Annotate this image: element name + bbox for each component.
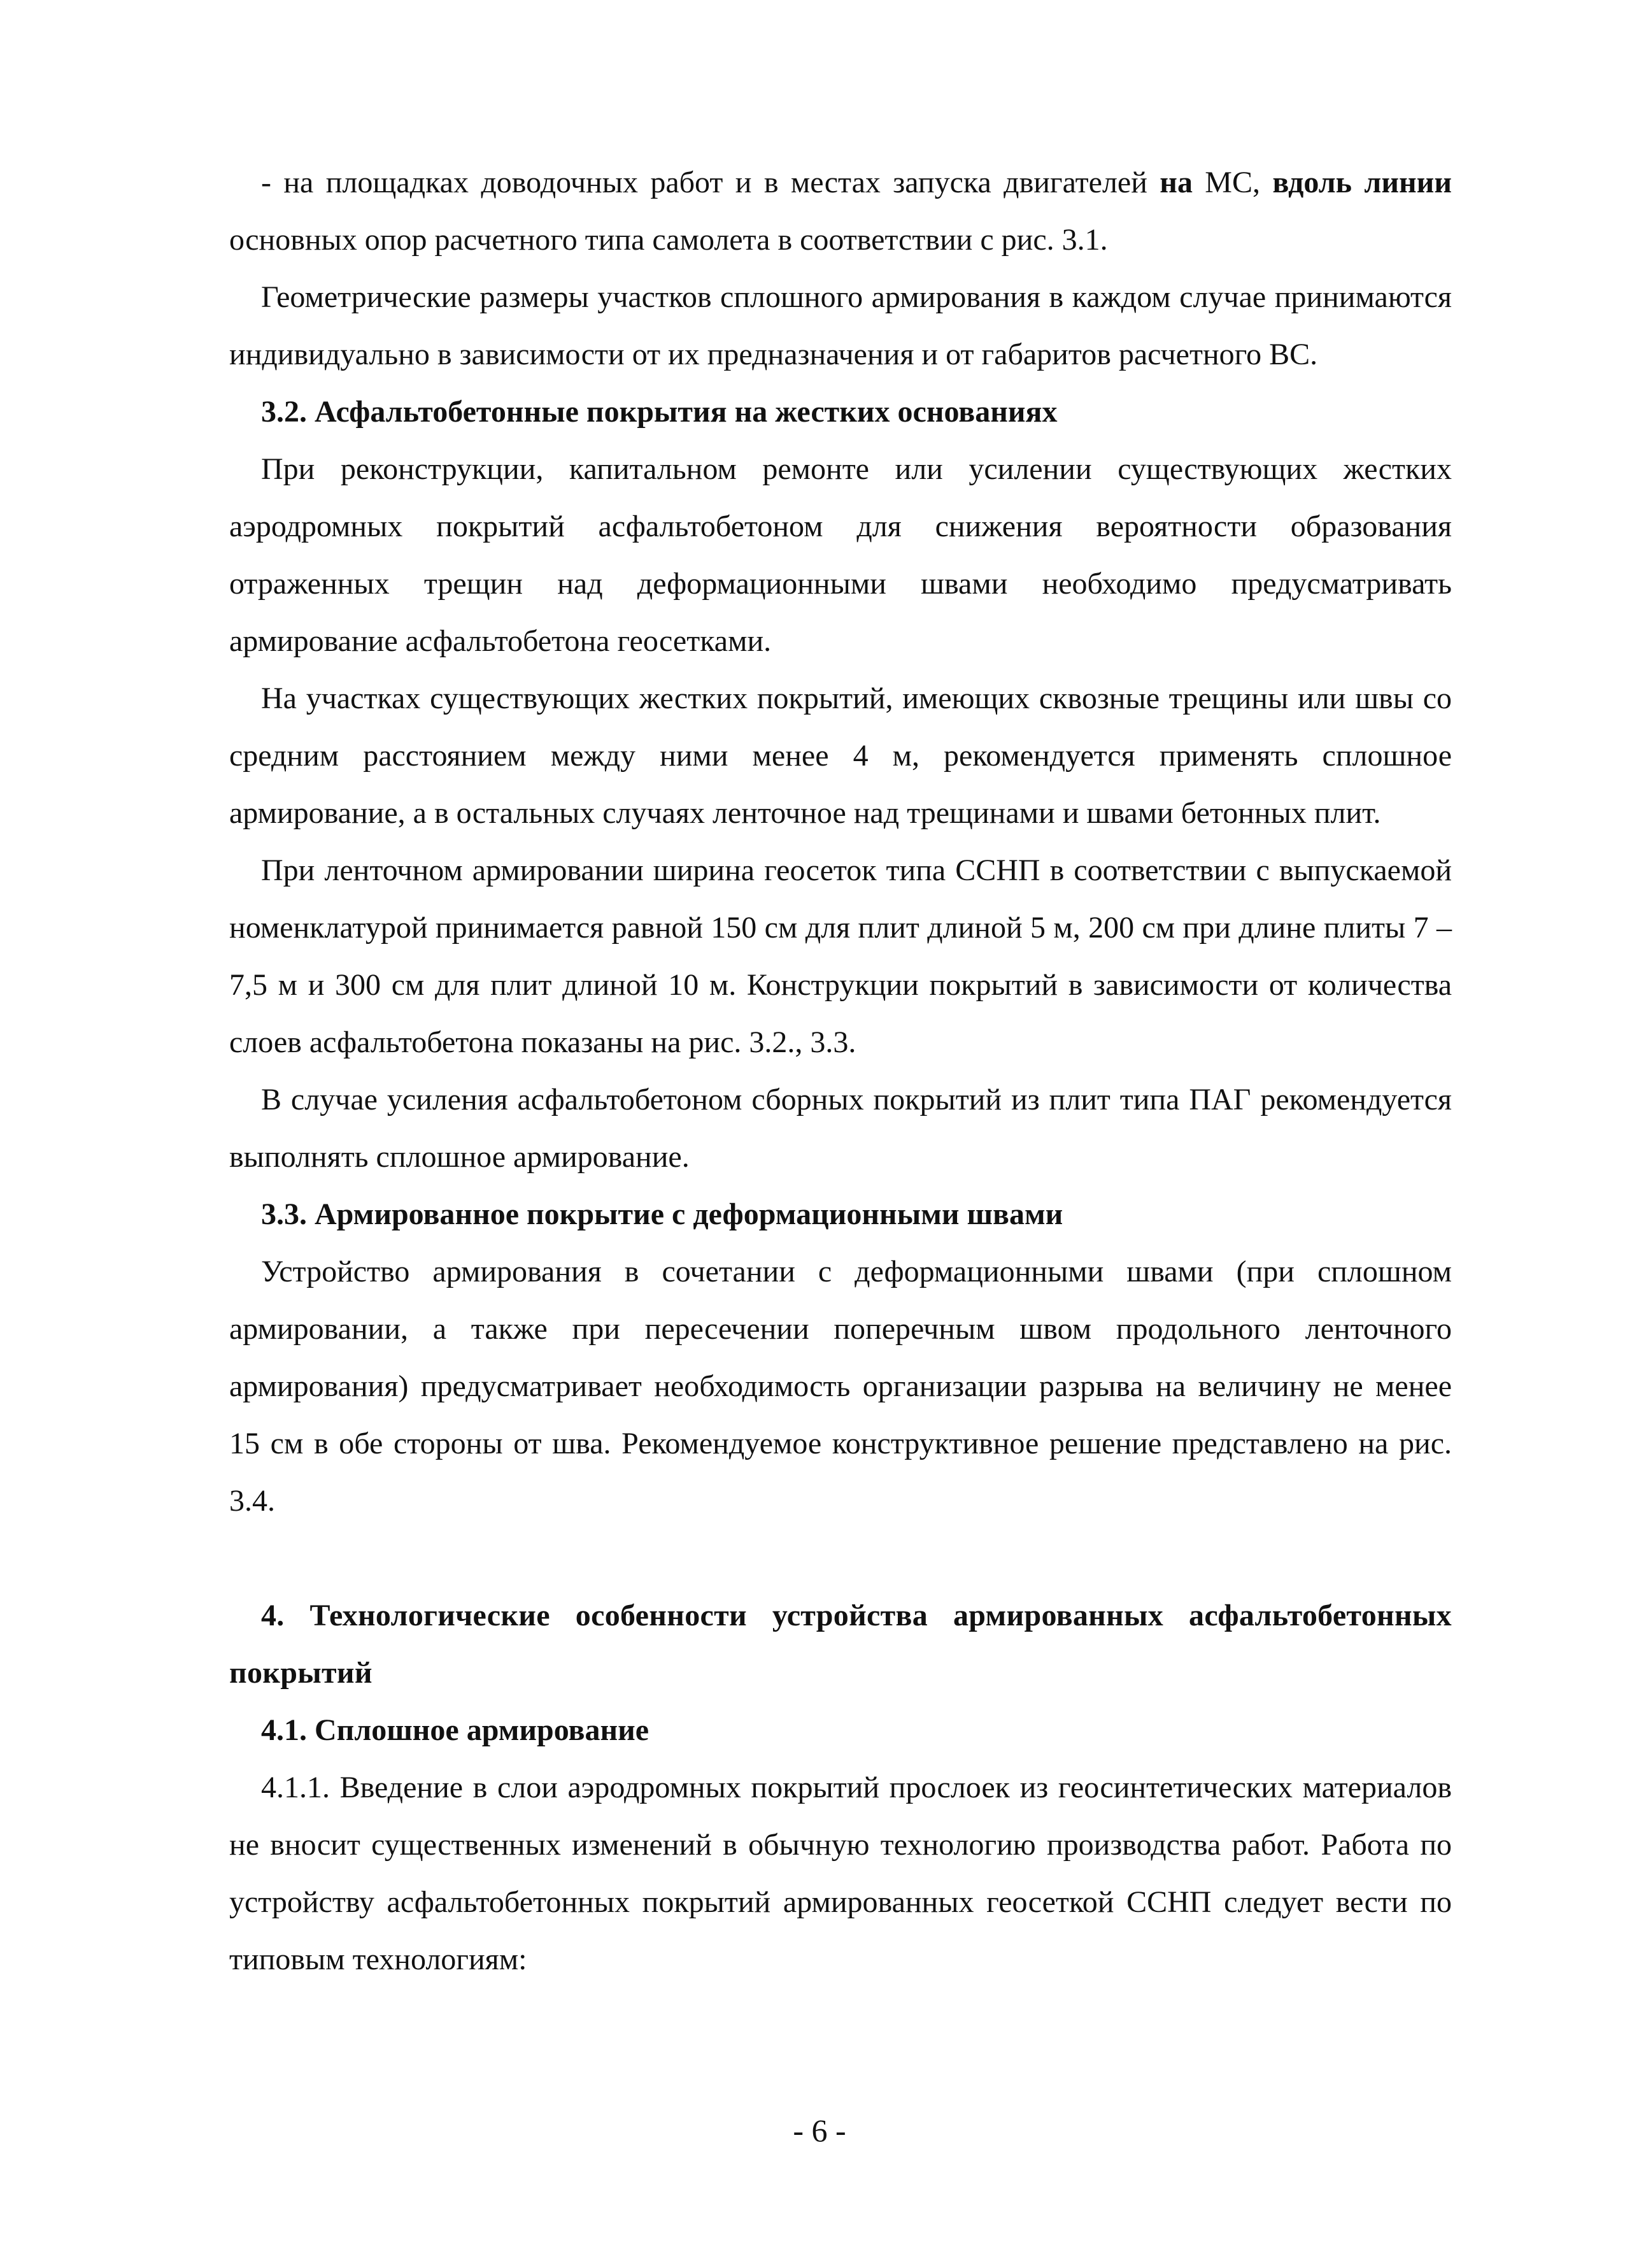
text-span: - на площадках доводочных работ и в местах запуска двигателей [261, 166, 1160, 199]
text-span: основных опор расчетного типа самолета в соответствии с рис. 3.1. [229, 223, 1108, 257]
section-heading-4-1: 4.1. Сплошное армирование [261, 1713, 649, 1747]
chapter-heading-4: 4. Технологические особенности устройства армированных асфальтобетонных покрытий [229, 1599, 1452, 1690]
spacer [229, 1530, 1452, 1587]
paragraph-deformation-joints: Устройство армирования в сочетании с деформационными швами (при сплошном армировании, а также при пересечении поперечным швом продольного ленточного армирования) предусматривает необходимость организации разрыва на величину не менее 15 см в обе стороны от шва. Рекомендуемое конструктивное решение представлено на рис. 3.4. [229, 1255, 1452, 1518]
paragraph-reconstruction: При реконструкции, капитальном ремонте или усилении существующих жестких аэродромных покрытий асфальтобетоном для снижения вероятности образования отраженных трещин над деформационными швами необходимо предусматривать армирование асфальтобетона геосетками. [229, 452, 1452, 658]
text-span: МС, [1192, 166, 1273, 199]
section-heading-3-3: 3.3. Армированное покрытие с деформационными швами [261, 1197, 1063, 1231]
paragraph-bullet-engine-areas [229, 154, 1452, 269]
page-content [229, 154, 1452, 1988]
bold-span: вдоль линии [1272, 166, 1452, 199]
paragraph-4-1-1: 4.1.1. Введение в слои аэродромных покрытий прослоек из геосинтетических материалов не вносит существенных изменений в обычную технологию производства работ. Работа по устройству асфальтобетонных покрытий армированных геосеткой ССНП следует вести по типовым технологиям: [229, 1771, 1452, 1976]
bold-span: на [1160, 166, 1193, 199]
section-heading-3-2: 3.2. Асфальтобетонные покрытия на жестких основаниях [261, 395, 1058, 429]
paragraph-cracks: На участках существующих жестких покрытий, имеющих сквозные трещины или швы со средним расстоянием между ними менее 4 м, рекомендуется применять сплошное армирование, а в остальных случаях ленточное над трещинами и швами бетонных плит. [229, 681, 1452, 830]
paragraph-geometric-sizes: Геометрические размеры участков сплошного армирования в каждом случае принимаются индивидуально в зависимости от их предназначения и от габаритов расчетного ВС. [229, 280, 1452, 371]
paragraph-strip-reinforcement: При ленточном армировании ширина геосеток типа ССНП в соответствии с выпускаемой номенклатурой принимается равной 150 см для плит длиной 5 м, 200 см при длине плиты 7 – 7,5 м и 300 см для плит длиной 10 м. Конструкции покрытий в зависимости от количества слоев асфальтобетона показаны на рис. 3.2., 3.3. [229, 853, 1452, 1059]
page-number: - 6 - [793, 2113, 846, 2148]
paragraph-pag-slabs: В случае усиления асфальтобетоном сборных покрытий из плит типа ПАГ рекомендуется выполнять сплошное армирование. [229, 1083, 1452, 1174]
